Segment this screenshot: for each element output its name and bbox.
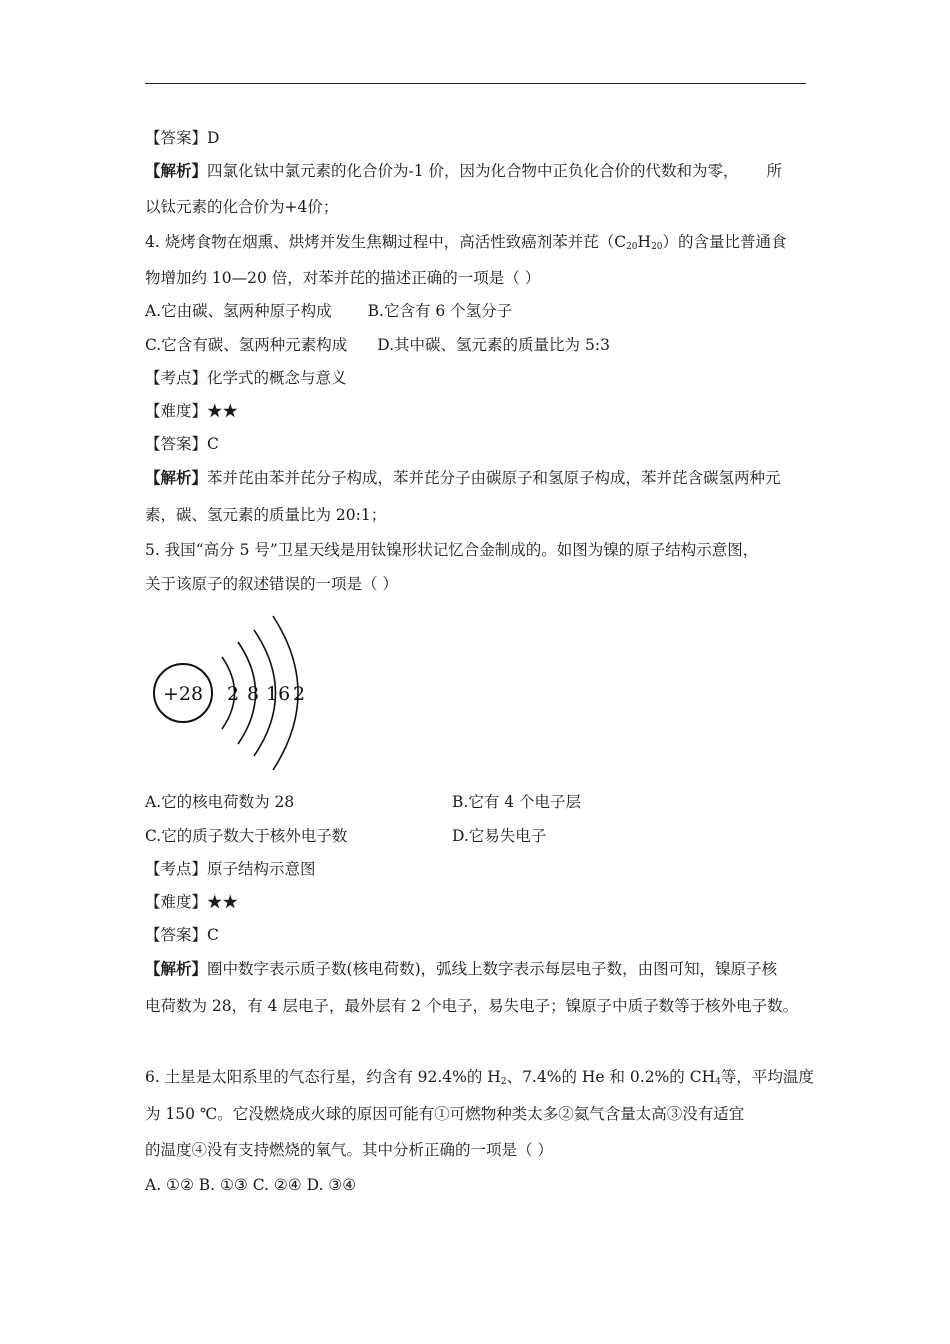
q3-analysis-line1 xyxy=(145,161,782,181)
q4-stem-line1 xyxy=(145,232,787,252)
q5-option-b: B.它有 4 个电子层 xyxy=(452,793,582,811)
nucleus-label: +28 xyxy=(162,683,204,705)
q5-kaodian: 【考点】原子结构示意图 xyxy=(145,860,316,878)
q6-stem-text: 6. 土星是太阳系里的气态行星，约含有 92.4%的 H xyxy=(145,1068,501,1086)
header-rule xyxy=(145,83,806,84)
q5-stem-line1: 5. 我国“高分 5 号”卫星天线是用钛镍形状记忆合金制成的。如图为镍的原子结构示意图， xyxy=(145,541,759,559)
q6-options: A. ①② B. ①③ C. ②④ D. ③④ xyxy=(145,1176,357,1194)
shell-1-electrons: 2 xyxy=(227,683,240,705)
q4-analysis-text: 苯并芘由苯并芘分子构成，苯并芘分子由碳原子和氢原子构成，苯并芘含碳氢两种元 xyxy=(207,469,781,487)
q5-analysis-line2: 电荷数为 28，有 4 层电子，最外层有 2 个电子，易失电子；镍原子中质子数等于核外电子数。 xyxy=(145,997,799,1015)
q5-analysis-text: 圈中数字表示质子数(核电荷数)，弧线上数字表示每层电子数，由图可知，镍原子核 xyxy=(207,960,778,978)
q4-options-row2 xyxy=(145,335,610,355)
q4-option-d: D.其中碳、氢元素的质量比为 5:3 xyxy=(377,336,610,354)
q4-stem-text: H xyxy=(637,233,652,251)
q3-answer: 【答案】D xyxy=(145,129,220,147)
analysis-label: 【解析】 xyxy=(145,468,208,487)
subscript: 20 xyxy=(651,242,663,252)
q3-analysis-line2: 以钛元素的化合价为+4价； xyxy=(145,198,339,216)
q4-options-row1 xyxy=(145,301,512,321)
analysis-label: 【解析】 xyxy=(145,161,208,180)
q3-analysis-text-end: 所 xyxy=(766,162,783,180)
q4-analysis-line1 xyxy=(145,468,781,488)
q5-analysis-line1 xyxy=(145,959,777,979)
q4-option-c: C.它含有碳、氢两种元素构成 xyxy=(145,336,348,354)
q6-stem-line3: 的温度④没有支持燃烧的氧气。其中分析正确的一项是（ ） xyxy=(145,1141,553,1159)
q5-option-d: D.它易失电子 xyxy=(452,827,547,845)
q4-stem-text: ）的含量比普通食 xyxy=(662,233,787,251)
q5-answer: 【答案】C xyxy=(145,926,219,944)
q6-stem-text: 、7.4%的 He 和 0.2%的 CH xyxy=(506,1068,716,1086)
q4-nandu: 【难度】★★ xyxy=(145,402,239,420)
q5-options-row1 xyxy=(145,792,294,812)
q5-nandu: 【难度】★★ xyxy=(145,893,239,911)
shell-2-electrons: 8 xyxy=(247,683,260,705)
q5-option-a: A.它的核电荷数为 28 xyxy=(145,793,295,811)
shell-4-electrons: 2 xyxy=(293,683,306,705)
q4-stem-line2: 物增加约 10—20 倍，对苯并芘的描述正确的一项是（ ） xyxy=(145,269,541,287)
q3-analysis-text: 四氯化钛中氯元素的化合价为-1 价，因为化合物中正负化合价的代数和为零， xyxy=(207,162,739,180)
q4-kaodian: 【考点】化学式的概念与意义 xyxy=(145,369,347,387)
subscript: 2 xyxy=(500,1077,507,1087)
analysis-label: 【解析】 xyxy=(145,959,208,978)
q4-option-b: B.它含有 6 个氢分子 xyxy=(367,302,513,320)
q4-analysis-line2: 素，碳、氢元素的质量比为 20:1； xyxy=(145,506,387,524)
subscript: 4 xyxy=(715,1077,721,1087)
shell-3-electrons: 16 xyxy=(266,683,291,705)
q5-option-c: C.它的质子数大于核外电子数 xyxy=(145,827,348,845)
q4-stem-text: 4. 烧烤食物在烟熏、烘烤并发生焦糊过程中，高活性致癌剂苯并芘（C xyxy=(145,233,627,251)
subscript: 20 xyxy=(626,242,638,252)
q6-stem-text: 等，平均温度 xyxy=(720,1068,814,1086)
atom-structure-diagram xyxy=(145,610,345,780)
q6-stem-line1 xyxy=(145,1067,814,1087)
q6-stem-line2: 为 150 ℃。它没燃烧成火球的原因可能有①可燃物种类太多②氦气含量太高③没有适宜 xyxy=(145,1105,745,1123)
q5-stem-line2: 关于该原子的叙述错误的一项是（ ） xyxy=(145,575,398,593)
q4-option-a: A.它由碳、氢两种原子构成 xyxy=(145,302,332,320)
q4-answer: 【答案】C xyxy=(145,435,219,453)
